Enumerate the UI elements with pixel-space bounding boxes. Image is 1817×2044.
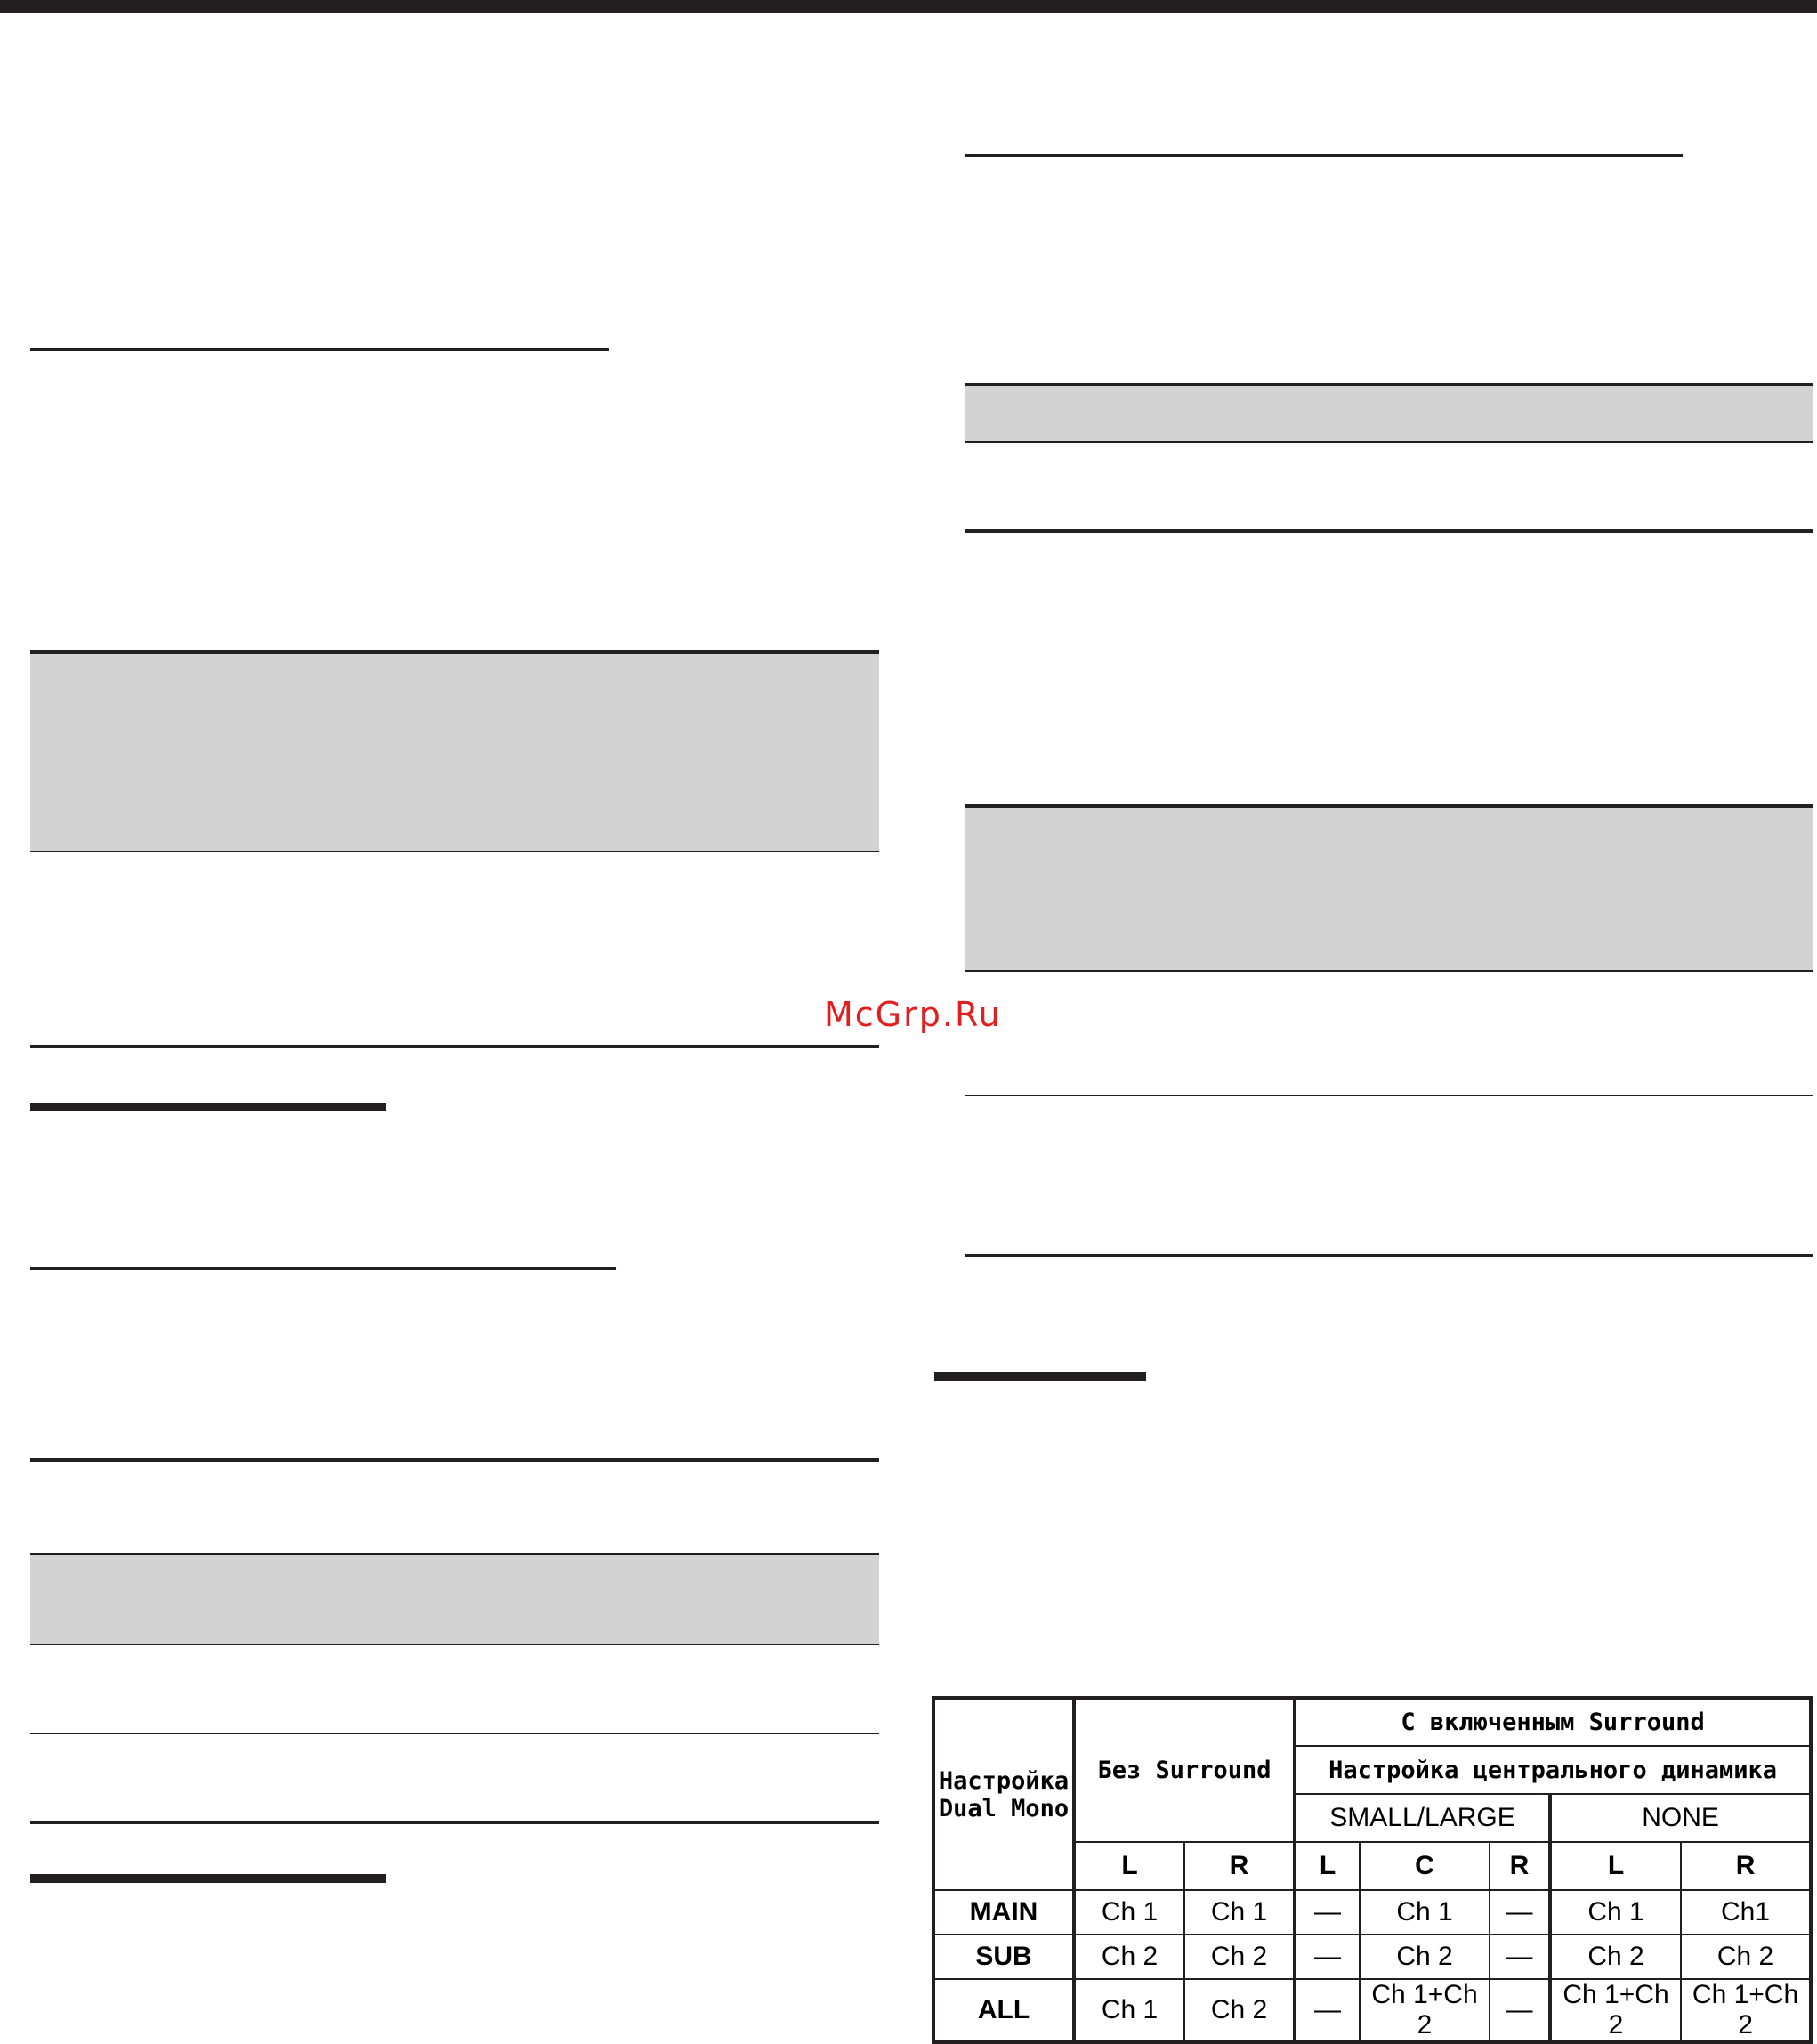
left-shaded-block-1 — [30, 654, 879, 851]
col-header-r: R — [1681, 1842, 1811, 1890]
top-bar — [0, 0, 1817, 13]
right-rule-1 — [965, 154, 1683, 157]
small-large-header: SMALL/LARGE — [1295, 1794, 1550, 1842]
table-cell: Ch 1+Ch 2 — [1681, 1979, 1811, 2042]
col-header-r: R — [1490, 1842, 1550, 1890]
col-header-l: L — [1074, 1842, 1184, 1890]
right-rule-7 — [965, 1095, 1813, 1096]
table-cell: Ch 2 — [1681, 1935, 1811, 1979]
table-row — [933, 1935, 1811, 1979]
table-cell: Ch 1 — [1550, 1890, 1681, 1935]
right-heading-bar — [934, 1372, 1146, 1381]
table-cell: Ch 2 — [1184, 1979, 1295, 2042]
col-header-c: C — [1360, 1842, 1490, 1890]
left-heading-bar-1 — [30, 1103, 386, 1111]
col-header-r: R — [1184, 1842, 1295, 1890]
watermark: McGrp.Ru — [824, 995, 1002, 1034]
table-cell: Ch 1 — [1074, 1979, 1184, 2042]
table-cell: Ch 2 — [1074, 1935, 1184, 1979]
left-rule-9 — [30, 1733, 879, 1734]
col-header-l: L — [1295, 1842, 1360, 1890]
col-header-l: L — [1550, 1842, 1681, 1890]
left-rule-4 — [30, 1045, 879, 1048]
table-cell: Ch1 — [1681, 1890, 1811, 1935]
table-cell: Ch 2 — [1184, 1935, 1295, 1979]
row-label: ALL — [933, 1979, 1074, 2042]
table-cell: — — [1490, 1979, 1550, 2042]
table-row — [933, 1890, 1811, 1935]
left-rule-8 — [30, 1644, 879, 1645]
left-shaded-block-2 — [30, 1555, 879, 1644]
left-heading-bar-2 — [30, 1874, 386, 1883]
right-shaded-block-1 — [965, 386, 1813, 441]
none-header: NONE — [1550, 1794, 1811, 1842]
right-rule-4 — [965, 529, 1813, 533]
right-rule-8 — [965, 1254, 1813, 1257]
left-rule-10 — [30, 1821, 879, 1824]
table-cell: — — [1490, 1935, 1550, 1979]
table-cell: — — [1490, 1890, 1550, 1935]
row-label: MAIN — [933, 1890, 1074, 1935]
center-speaker-header: Настройка центрального динамика — [1295, 1746, 1811, 1794]
with-surround-header: С включенным Surround — [1295, 1698, 1811, 1746]
no-surround-header: Без Surround — [1074, 1698, 1295, 1842]
setting-header — [933, 1698, 1074, 1890]
setting-header-line2: Dual Mono — [938, 1794, 1070, 1822]
right-shaded-block-2 — [965, 808, 1813, 970]
table-cell: — — [1295, 1935, 1360, 1979]
left-rule-5 — [30, 1267, 616, 1270]
table-cell: Ch 1 — [1184, 1890, 1295, 1935]
table-cell: Ch 1 — [1074, 1890, 1184, 1935]
left-rule-3 — [30, 851, 879, 852]
row-label: SUB — [933, 1935, 1074, 1979]
right-rule-3 — [965, 441, 1813, 443]
table-row — [933, 1979, 1811, 2042]
dual-mono-table — [932, 1696, 1813, 2044]
table-cell: — — [1295, 1890, 1360, 1935]
table-cell: Ch 1+Ch 2 — [1550, 1979, 1681, 2042]
table-cell: — — [1295, 1979, 1360, 2042]
table-cell: Ch 1+Ch 2 — [1360, 1979, 1490, 2042]
setting-header-line1: Настройка — [938, 1766, 1070, 1795]
table-cell: Ch 2 — [1550, 1935, 1681, 1979]
table-cell: Ch 1 — [1360, 1890, 1490, 1935]
table-cell: Ch 2 — [1360, 1935, 1490, 1979]
right-rule-6 — [965, 970, 1813, 972]
left-rule-1 — [30, 348, 609, 351]
left-rule-6 — [30, 1458, 879, 1462]
